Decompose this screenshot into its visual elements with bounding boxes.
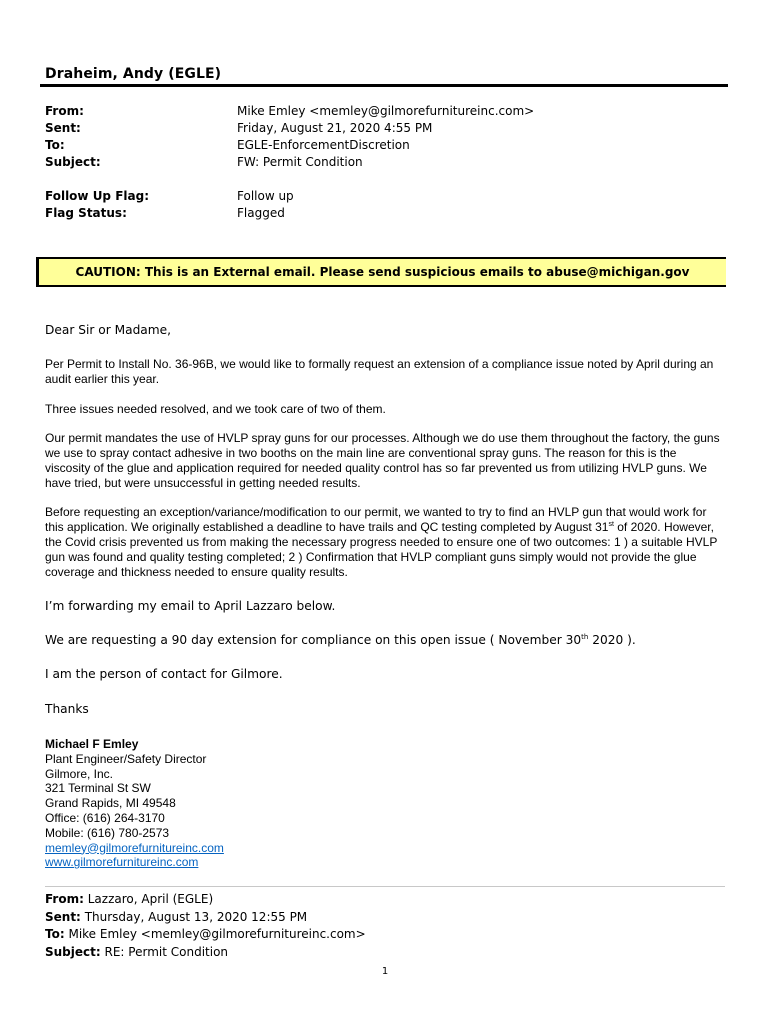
header-from-label: From: (45, 104, 84, 118)
ordinal-suffix-st: st (608, 521, 614, 528)
paragraph-extension-part-1: We are requesting a 90 day extension for compliance on this open issue ( November 30 (45, 633, 582, 647)
external-email-caution-banner (36, 257, 726, 287)
page-number: 1 (381, 966, 389, 977)
header-sent-label: Sent: (45, 121, 81, 135)
header-flag-status-label: Flag Status: (45, 206, 127, 220)
paragraph-hvlp-guns: Our permit mandates the use of HVLP spray guns for our processes. Although we do use them throughout the factory, the guns we use to spray contact adhesive in two booths on the main line are conventional spray guns. The reason for this is the viscosity of the glue and application required for needed quality control has so far prevented us from utilizing HVLP guns. We have tried, but were unsuccessful in getting needed results. (45, 431, 720, 490)
forwarded-from-label: From: (45, 892, 84, 906)
header-to-label: To: (45, 138, 65, 152)
forwarded-to-row (45, 926, 366, 944)
header-flag-status-value: Flagged (237, 206, 285, 220)
forwarded-subject-row (45, 944, 366, 962)
paragraph-contact: I am the person of contact for Gilmore. (45, 667, 283, 681)
forwarded-from-row (45, 891, 366, 909)
signature-website-link[interactable]: www.gilmorefurnitureinc.com (45, 855, 199, 870)
signature-office-phone: Office: (616) 264-3170 (45, 810, 165, 825)
forwarded-sent-value: Thursday, August 13, 2020 12:55 PM (84, 909, 308, 924)
email-signature (45, 737, 224, 870)
forwarded-from-value: Lazzaro, April (EGLE) (87, 892, 214, 906)
signature-company: Gilmore, Inc. (45, 766, 114, 781)
greeting: Dear Sir or Madame, (45, 323, 172, 337)
forwarded-message-header (45, 891, 366, 961)
header-sent-value: Friday, August 21, 2020 4:55 PM (237, 121, 433, 135)
header-to-value: EGLE-EnforcementDiscretion (237, 138, 410, 152)
forwarded-subject-label: Subject: (45, 944, 101, 959)
paragraph-exception-request (45, 505, 725, 580)
signature-mobile-phone: Mobile: (616) 780-2573 (45, 825, 170, 840)
signature-email-link[interactable]: memley@gilmorefurnitureinc.com (45, 840, 224, 855)
paragraph-forwarding: I’m forwarding my email to April Lazzaro below. (45, 599, 336, 613)
paragraph-extension-request (45, 632, 725, 648)
paragraph-extension-part-2: 2020 ). (588, 633, 636, 647)
header-from-value: Mike Emley <memley@gilmorefurnitureinc.com> (237, 104, 535, 118)
closing-thanks: Thanks (45, 702, 89, 716)
caution-text: CAUTION: This is an External email. Please send suspicious emails to abuse@michigan.gov (75, 265, 690, 279)
forwarded-to-label: To: (45, 927, 65, 941)
paragraph-exception-part-2: of 2020. However, the Covid crisis prevented us from making the necessary progress needed to ensure one of two outcomes: 1 ) a suitable HVLP gun was found and quality testing completed; 2 ) Confirmation that HVLP compliant guns simply would not provide the glue coverage and thickness needed to ensure quality results. (45, 520, 718, 579)
owner-divider (40, 84, 728, 87)
forwarded-sent-label: Sent: (45, 909, 81, 924)
signature-name: Michael F Emley (45, 737, 139, 751)
signature-title: Plant Engineer/Safety Director (45, 751, 207, 766)
paragraph-issues-resolved: Three issues needed resolved, and we took care of two of them. (45, 402, 386, 416)
forwarded-subject-value: RE: Permit Condition (104, 944, 229, 959)
signature-street: 321 Terminal St SW (45, 781, 151, 796)
paragraph-exception-part-1: Before requesting an exception/variance/modification to our permit, we wanted to try to find an HVLP gun that would work for this application. We originally established a deadline to have trails and QC testing completed by August 31 (45, 505, 707, 534)
paragraph-permit-request: Per Permit to Install No. 36-96B, we would like to formally request an extension of a compliance issue noted by April during an audit earlier this year. (45, 357, 714, 386)
signature-city: Grand Rapids, MI 49548 (45, 796, 176, 811)
forwarded-to-value: Mike Emley <memley@gilmorefurnitureinc.com> (68, 927, 366, 941)
caution-border-bottom (36, 285, 726, 287)
header-subject-label: Subject: (45, 155, 101, 169)
forwarded-message-divider (45, 886, 725, 887)
header-flag-label: Follow Up Flag: (45, 189, 149, 203)
header-flag-value: Follow up (237, 189, 294, 203)
forwarded-sent-row (45, 909, 366, 927)
mailbox-owner: Draheim, Andy (EGLE) (45, 66, 222, 82)
ordinal-suffix-th: th (581, 633, 589, 641)
header-subject-value: FW: Permit Condition (237, 155, 363, 169)
